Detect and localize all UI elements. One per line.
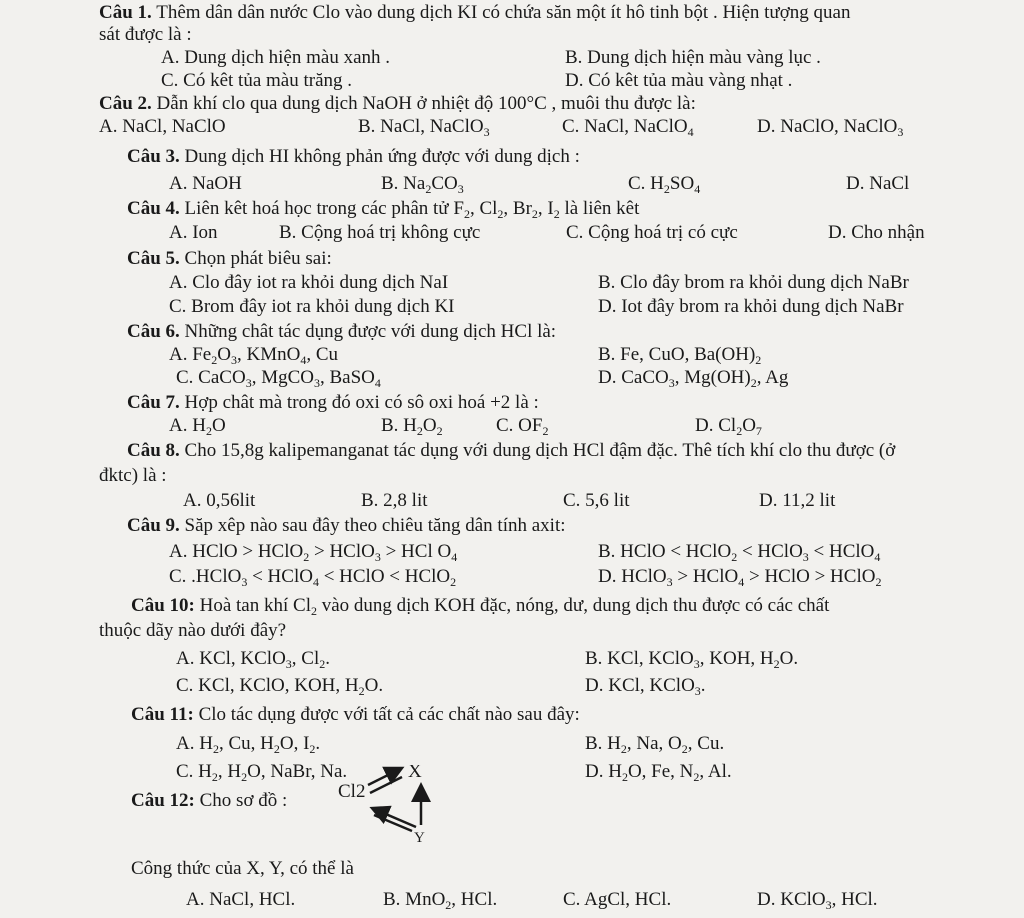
question-7-stem: Câu 7. Hợp chât mà trong đó oxi có sô oxi hoá +2 là : (127, 392, 539, 413)
node-cl2-text: Cl2 (338, 781, 366, 802)
question-2-stem: Câu 2. Dẫn khí clo qua dung dịch NaOH ở nhiệt độ 100°C , muôi thu được là: (99, 93, 696, 114)
question-12-stem-cont: Công thức của X, Y, có thể là (131, 858, 354, 879)
q4-option-d: D. Cho nhận (828, 222, 925, 243)
q7-option-b: B. $H_2O_2$ (381, 415, 443, 438)
reaction-scheme-svg (338, 765, 458, 845)
q3-option-b: B. $Na_2CO_3$ (381, 173, 464, 196)
q5-option-c: C. Brom đây iot ra khỏi dung dịch KI (169, 296, 455, 317)
q3-option-d: D. NaCl (846, 173, 910, 194)
node-y: Y (414, 830, 425, 845)
q9-option-a: A. HClO > HClO$_2$ > HClO$_3$ > HCl $O_4$ (169, 541, 458, 564)
question-label: Câu 12: (131, 790, 195, 811)
q12-option-b: B. MnO$_2$, HCl. (383, 889, 498, 912)
q1-option-d: D. Có kêt tủa màu vàng nhạt . (565, 70, 793, 91)
q10-option-a: A. KCl, KClO$_3$, $Cl_2$. (176, 648, 330, 671)
q5-option-d: D. Iot đây brom ra khỏi dung dịch NaBr (598, 296, 904, 317)
question-11-stem: Câu 11: Clo tác dụng được với tất cả các chất nào sau đây: (131, 704, 580, 725)
question-label: Câu 5. (127, 248, 180, 269)
q4-option-b: B. Cộng hoá trị không cực (279, 222, 481, 243)
arrow-cl2-to-x (368, 769, 400, 785)
q12-option-c: C. AgCl, HCl. (563, 889, 672, 910)
question-label: Câu 7. (127, 392, 180, 413)
q8-option-a: A. 0,56lit (183, 490, 256, 511)
q3-option-c: C. $H_2SO_4$ (628, 173, 701, 196)
q3-option-a: A. NaOH (169, 173, 242, 194)
q1-option-c: C. Có kêt tủa màu trăng . (161, 70, 353, 91)
q2-option-d: D. NaClO, NaClO$_3$ (757, 116, 904, 139)
question-label: Câu 1. (99, 2, 152, 23)
q7-option-a: A. $H_2O$ (169, 415, 226, 438)
q10-option-b: B. KCl, KClO$_3$, KOH, $H_2O$. (585, 648, 799, 671)
q11-option-b: B. $H_2$, Na, $O_2$, Cu. (585, 733, 725, 756)
q9-option-d: D. HClO$_3$ > HClO$_4$ > HClO > HClO$_2$ (598, 566, 882, 589)
q9-option-c: C. .HClO$_3$ < HClO$_4$ < HClO < HClO$_2$ (169, 566, 457, 589)
question-12-stem: Câu 12: Cho sơ đồ : (131, 790, 288, 811)
question-label: Câu 9. (127, 515, 180, 536)
question-6-stem: Câu 6. Những chât tác dụng được với dung dịch HCl là: (127, 321, 557, 342)
q5-option-a: A. Clo đây iot ra khỏi dung dịch NaI (169, 272, 449, 293)
q9-option-b: B. HClO < HClO$_2$ < HClO$_3$ < HClO$_4$ (598, 541, 881, 564)
question-label: Câu 10: (131, 595, 195, 616)
q5-option-b: B. Clo đây brom ra khỏi dung dịch NaBr (598, 272, 909, 293)
question-1-stem: Câu 1. Thêm dân dân nước Clo vào dung dịch KI có chứa săn một ít hô tinh bột . Hiện tượng quan (99, 2, 851, 23)
q4-option-a: A. Ion (169, 222, 218, 243)
q7-option-c: C. $OF_2$ (496, 415, 549, 438)
question-label: Câu 3. (127, 146, 180, 167)
q12-option-a: A. NaCl, HCl. (186, 889, 296, 910)
q10-option-d: D. KCl, KClO$_3$. (585, 675, 706, 698)
question-10-stem-cont: thuộc dãy nào dưới đây? (99, 620, 287, 641)
question-8-stem-cont: đktc) là : (99, 465, 167, 486)
q6-option-d: D. CaCO$_3$, $Mg(OH)_2$, Ag (598, 367, 789, 390)
reaction-scheme-diagram (338, 765, 458, 845)
q6-option-c: C. CaCO$_3$, MgCO$_3$, BaSO$_4$ (176, 367, 381, 390)
question-8-stem: Câu 8. Cho 15,8g kalipemanganat tác dụng với dung dịch HCl đậm đặc. Thê tích khí clo thu được (ở (127, 440, 896, 461)
q11-option-a: A. $H_2$, Cu, $H_2O$, $I_2$. (176, 733, 321, 756)
question-label: Câu 2. (99, 93, 152, 114)
question-1-stem-cont: sát được là : (99, 24, 192, 45)
q6-option-a: A. $Fe_2O_3$, KMnO$_4$, Cu (169, 344, 338, 367)
question-4-stem: Câu 4. Liên kêt hoá học trong các phân tử $F_2$, $Cl_2$, $Br_2$, $I_2$ là liên kêt (127, 198, 640, 221)
q11-option-c: C. $H_2$, $H_2O$, NaBr, Na. (176, 761, 348, 784)
question-10-stem: Câu 10: Hoà tan khí $Cl_2$ vào dung dịch KOH đặc, nóng, dư, dung dịch thu được có các chất (131, 595, 830, 618)
arrow-cl2-to-x-2 (370, 777, 402, 793)
question-5-stem: Câu 5. Chọn phát biêu sai: (127, 248, 332, 269)
q2-option-b: B. NaCl, NaClO$_3$ (358, 116, 490, 139)
question-label: Câu 8. (127, 440, 180, 461)
q11-option-d: D. $H_2O$, Fe, $N_2$, Al. (585, 761, 732, 784)
question-label: Câu 6. (127, 321, 180, 342)
q8-option-c: C. 5,6 lit (563, 490, 630, 511)
q1-option-a: A. Dung dịch hiện màu xanh . (161, 47, 391, 68)
q12-option-d: D. KClO$_3$, HCl. (757, 889, 878, 912)
question-9-stem: Câu 9. Săp xêp nào sau đây theo chiêu tăng dân tính axit: (127, 515, 566, 536)
question-label: Câu 11: (131, 704, 194, 725)
q4-option-c: C. Cộng hoá trị có cực (566, 222, 738, 243)
q2-option-a: A. NaCl, NaClO (99, 116, 226, 137)
question-label: Câu 4. (127, 198, 180, 219)
q8-option-d: D. 11,2 lit (759, 490, 836, 511)
q6-option-b: B. Fe, CuO, $Ba(OH)_2$ (598, 344, 762, 367)
q1-option-b: B. Dung dịch hiện màu vàng lục . (565, 47, 821, 68)
q10-option-c: C. KCl, KClO, KOH, $H_2O$. (176, 675, 384, 698)
q8-option-b: B. 2,8 lit (361, 490, 428, 511)
question-3-stem: Câu 3. Dung dịch HI không phản ứng được với dung dịch : (127, 146, 580, 167)
node-cl2 (338, 781, 365, 802)
q2-option-c: C. NaCl, NaClO$_4$ (562, 116, 694, 139)
q7-option-d: D. $Cl_2O_7$ (695, 415, 762, 438)
node-x: X (408, 765, 422, 782)
